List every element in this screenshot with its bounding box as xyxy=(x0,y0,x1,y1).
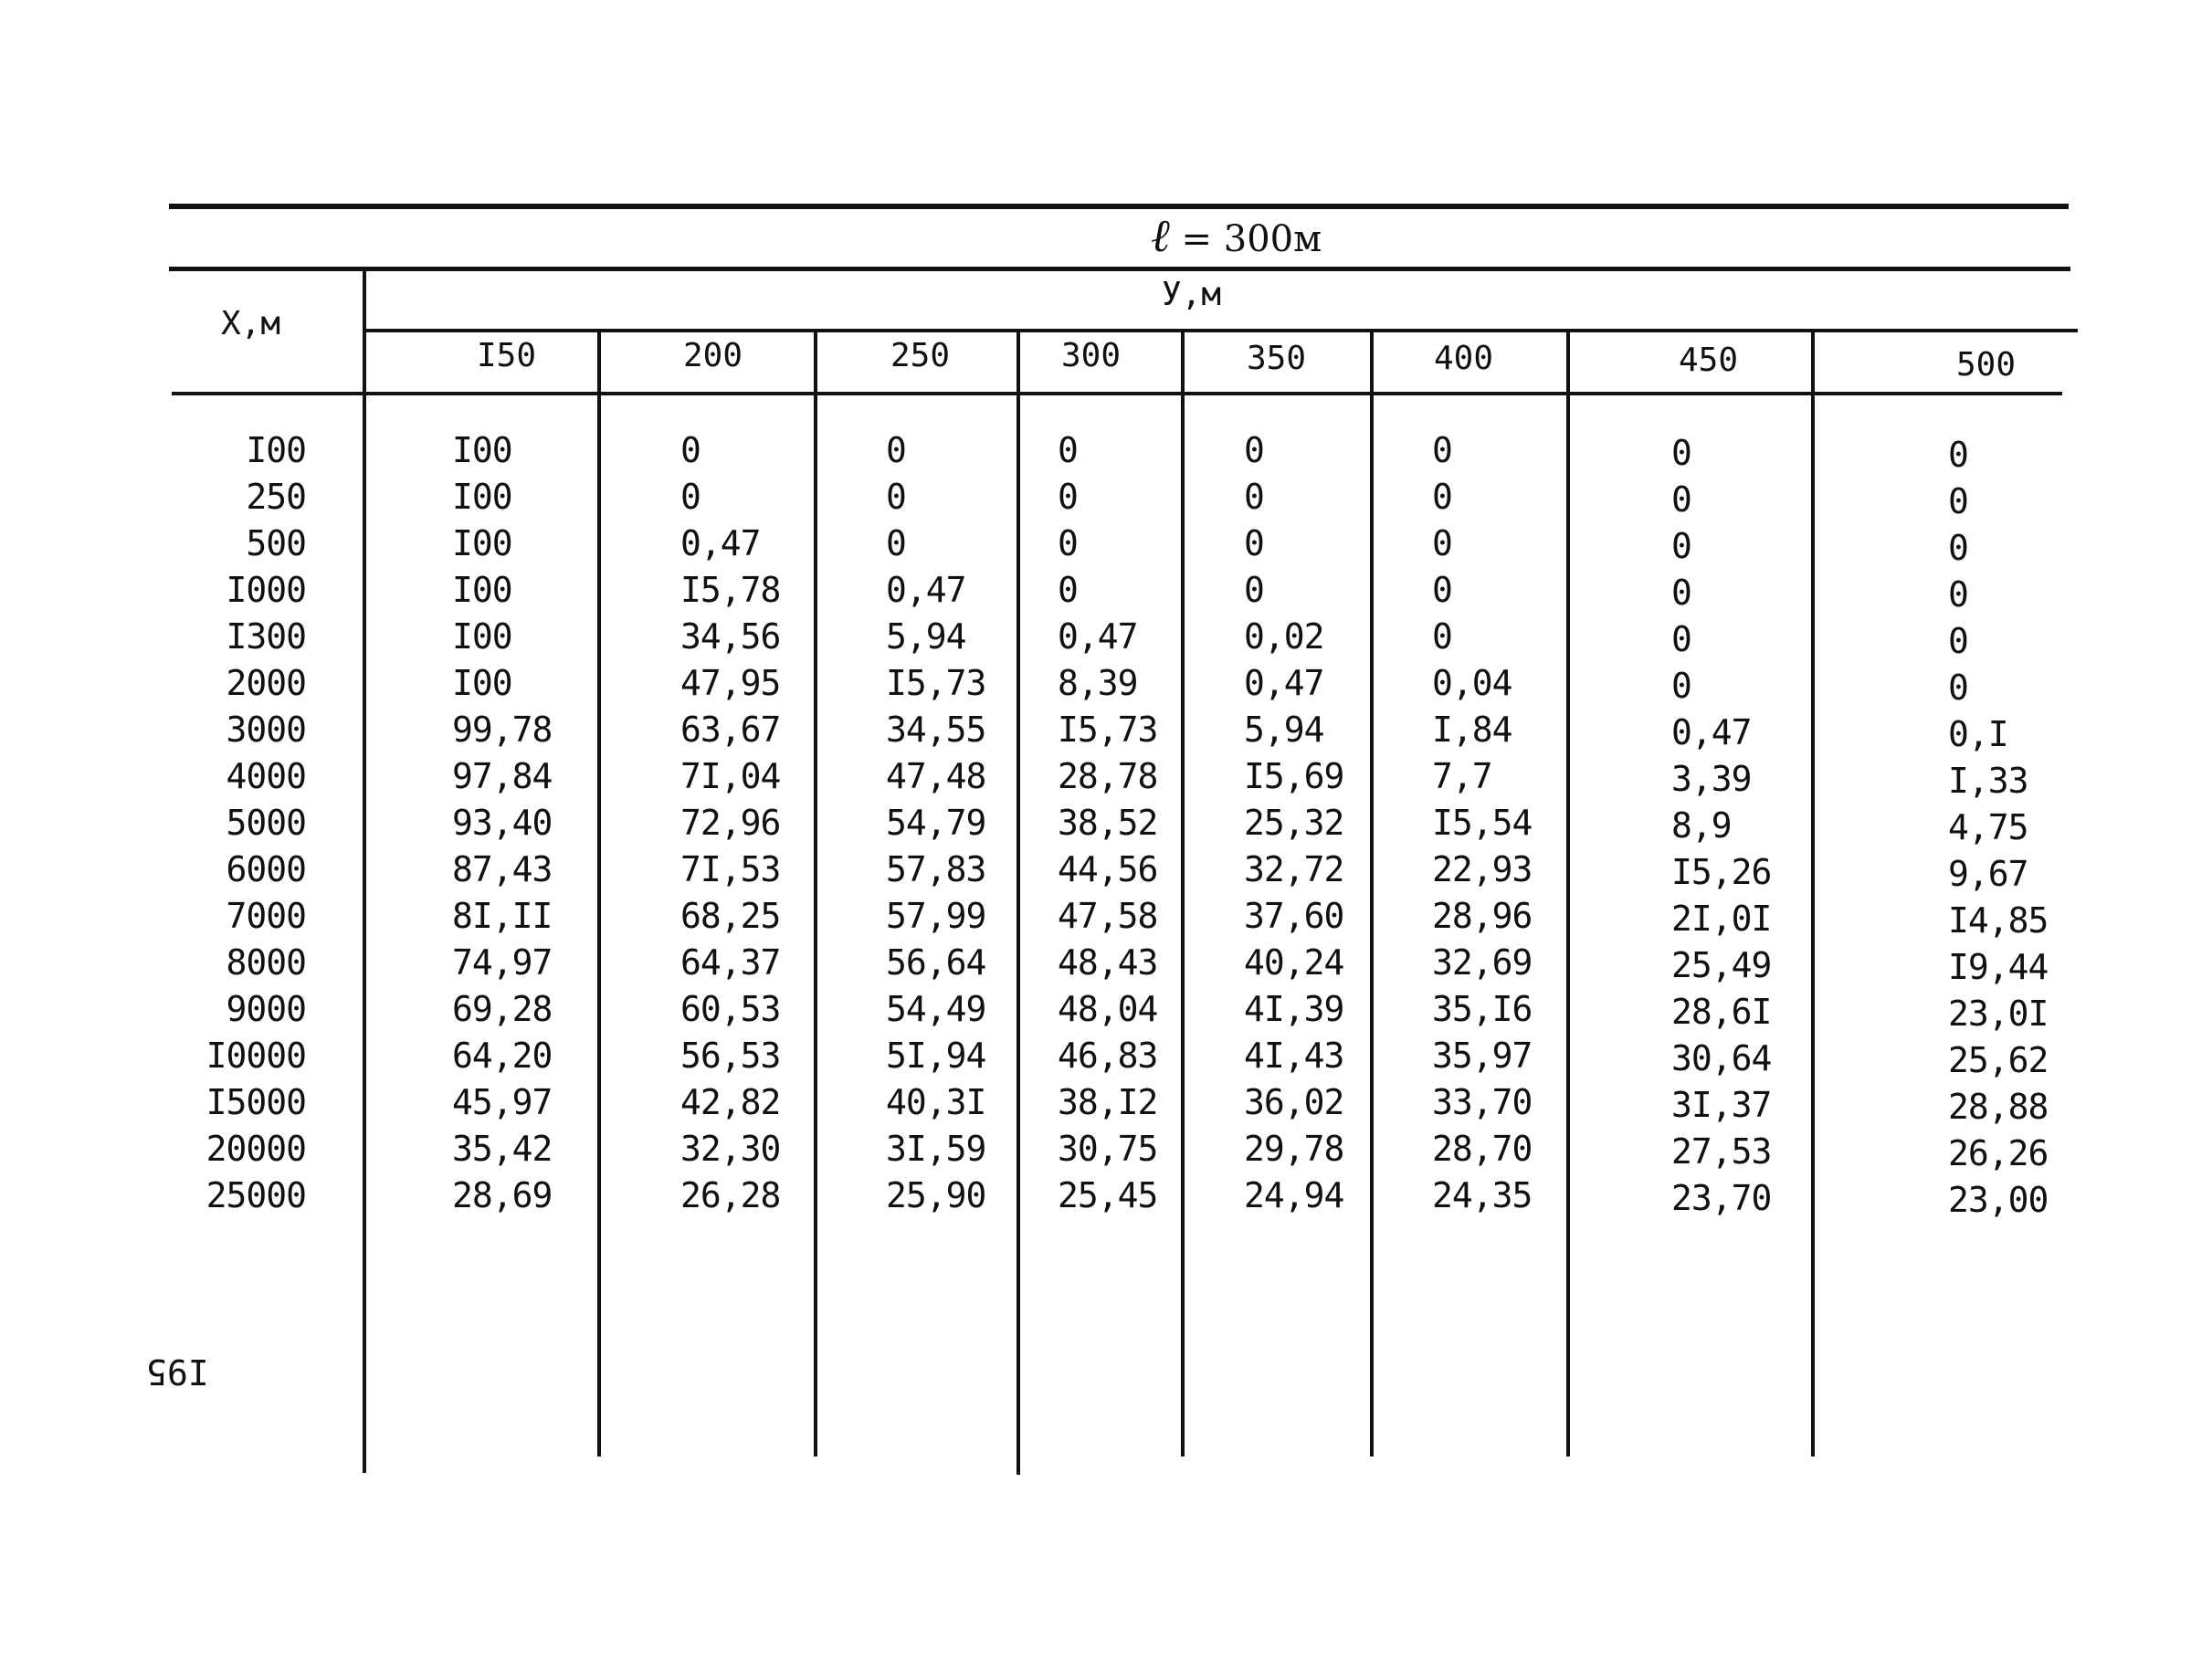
table-cell: 0 xyxy=(1058,477,1078,517)
table-cell: 25,62 xyxy=(1948,1040,2049,1080)
x-axis-header: X,м xyxy=(221,305,281,342)
table-cell: I00 xyxy=(452,523,512,563)
table-cell: 0 xyxy=(680,477,700,517)
table-cell: 0 xyxy=(1948,621,1968,661)
table-cell: 29,78 xyxy=(1244,1129,1344,1169)
table-cell: 34,55 xyxy=(886,710,986,750)
table-cell: 0 xyxy=(1948,668,1968,708)
table-cell: 8I,II xyxy=(452,896,553,936)
table-cell: 0,47 xyxy=(1244,663,1324,703)
table-cell: 99,78 xyxy=(452,710,553,750)
column-divider-200 xyxy=(814,331,817,1456)
table-cell: 0 xyxy=(886,477,906,517)
table-cell: 4I,39 xyxy=(1244,989,1344,1029)
column-divider-400 xyxy=(1566,331,1570,1456)
table-cell: 0 xyxy=(1432,616,1452,657)
table-cell: 69,28 xyxy=(452,989,553,1029)
table-cell: 0 xyxy=(1244,430,1264,470)
column-header: 450 xyxy=(1679,342,1739,379)
row-x-value: 25000 xyxy=(205,1175,306,1215)
table-cell: 5,94 xyxy=(1244,710,1324,750)
table-cell: 0 xyxy=(1671,666,1691,706)
table-cell: 97,84 xyxy=(452,756,553,796)
table-cell: 0 xyxy=(1671,619,1691,659)
table-cell: I00 xyxy=(452,430,512,470)
table-cell: 23,0I xyxy=(1948,994,2049,1034)
table-cell: 0 xyxy=(1948,574,1968,615)
column-divider-450 xyxy=(1811,331,1815,1456)
table-cell: 32,30 xyxy=(680,1129,781,1169)
y-axis-header: У,м xyxy=(1162,276,1222,313)
table-cell: 3,39 xyxy=(1671,759,1752,799)
table-cell: 28,6I xyxy=(1671,992,1772,1032)
table-cell: 7I,53 xyxy=(680,849,781,889)
table-cell: 0 xyxy=(1671,479,1691,520)
table-cell: 64,37 xyxy=(680,942,781,983)
table-cell: 54,49 xyxy=(886,989,986,1029)
table-cell: 44,56 xyxy=(1058,849,1158,889)
table-cell: 72,96 xyxy=(680,803,781,843)
table-cell: 25,45 xyxy=(1058,1175,1158,1215)
row-x-value: 4000 xyxy=(226,756,306,796)
table-cell: I5,54 xyxy=(1432,803,1533,843)
table-cell: 30,75 xyxy=(1058,1129,1158,1169)
table-cell: 0 xyxy=(886,523,906,563)
column-header-rule xyxy=(172,392,2062,395)
table-cell: 0 xyxy=(1432,477,1452,517)
table-cell: 5I,94 xyxy=(886,1036,986,1076)
table-cell: 28,78 xyxy=(1058,756,1158,796)
table-cell: 0,I xyxy=(1948,714,2008,754)
title-rule xyxy=(169,267,2070,271)
table-cell: 0 xyxy=(1244,570,1264,610)
table-cell: I00 xyxy=(452,570,512,610)
table-cell: I00 xyxy=(452,477,512,517)
table-cell: 32,69 xyxy=(1432,942,1533,983)
row-x-value: 2000 xyxy=(226,663,306,703)
table-cell: 56,53 xyxy=(680,1036,781,1076)
table-cell: 0 xyxy=(1058,523,1078,563)
table-cell: 56,64 xyxy=(886,942,986,983)
table-cell: 26,26 xyxy=(1948,1133,2049,1173)
table-cell: 26,28 xyxy=(680,1175,781,1215)
table-cell: 8,9 xyxy=(1671,805,1732,846)
row-x-value: 3000 xyxy=(226,710,306,750)
column-header: I50 xyxy=(477,337,537,374)
table-cell: 34,56 xyxy=(680,616,781,657)
page-number: I95 xyxy=(146,1351,209,1392)
row-x-value: 8000 xyxy=(226,942,306,983)
table-cell: 0 xyxy=(1432,570,1452,610)
row-x-value: 5000 xyxy=(226,803,306,843)
row-x-value: 250 xyxy=(246,477,306,517)
column-divider-300 xyxy=(1181,331,1185,1456)
table-cell: I9,44 xyxy=(1948,947,2049,987)
row-x-value: I000 xyxy=(226,570,306,610)
table-cell: 87,43 xyxy=(452,849,553,889)
table-cell: 28,69 xyxy=(452,1175,553,1215)
table-cell: 4I,43 xyxy=(1244,1036,1344,1076)
table-cell: 0 xyxy=(1244,477,1264,517)
table-cell: 0 xyxy=(680,430,700,470)
table-cell: 64,20 xyxy=(452,1036,553,1076)
table-cell: 32,72 xyxy=(1244,849,1344,889)
table-cell: 28,70 xyxy=(1432,1129,1533,1169)
table-cell: 23,00 xyxy=(1948,1180,2049,1220)
table-cell: 0 xyxy=(1948,481,1968,521)
row-x-value: I0000 xyxy=(205,1036,306,1076)
row-x-value: 6000 xyxy=(226,849,306,889)
y-header-rule xyxy=(363,329,2078,332)
table-cell: 0 xyxy=(886,430,906,470)
table-cell: 57,83 xyxy=(886,849,986,889)
table-cell: I00 xyxy=(452,616,512,657)
table-cell: 23,70 xyxy=(1671,1178,1772,1218)
table-cell: 0 xyxy=(1671,573,1691,613)
table-cell: 40,3I xyxy=(886,1082,986,1122)
table-cell: 36,02 xyxy=(1244,1082,1344,1122)
table-cell: I,84 xyxy=(1432,710,1512,750)
row-x-value: I00 xyxy=(246,430,306,470)
table-cell: I00 xyxy=(452,663,512,703)
table-cell: 40,24 xyxy=(1244,942,1344,983)
table-cell: 0 xyxy=(1432,430,1452,470)
title-value: = 300м xyxy=(1169,218,1322,260)
table-cell: I5,69 xyxy=(1244,756,1344,796)
table-cell: 54,79 xyxy=(886,803,986,843)
table-cell: 38,I2 xyxy=(1058,1082,1158,1122)
row-x-value: 500 xyxy=(246,523,306,563)
table-cell: 0 xyxy=(1671,433,1691,473)
table-cell: I5,73 xyxy=(886,663,986,703)
table-cell: 33,70 xyxy=(1432,1082,1533,1122)
table-cell: 47,58 xyxy=(1058,896,1158,936)
table-cell: 25,49 xyxy=(1671,945,1772,985)
table-cell: 25,32 xyxy=(1244,803,1344,843)
table-cell: 48,04 xyxy=(1058,989,1158,1029)
table-cell: 0,47 xyxy=(1671,712,1752,752)
column-header: 300 xyxy=(1061,337,1122,374)
table-cell: 0 xyxy=(1948,528,1968,568)
row-x-value: I5000 xyxy=(205,1082,306,1122)
table-cell: 3I,59 xyxy=(886,1129,986,1169)
table-cell: 0 xyxy=(1058,430,1078,470)
table-cell: 0 xyxy=(1432,523,1452,563)
table-cell: 22,93 xyxy=(1432,849,1533,889)
table-cell: 24,35 xyxy=(1432,1175,1533,1215)
table-cell: 9,67 xyxy=(1948,854,2028,894)
table-cell: 63,67 xyxy=(680,710,781,750)
table-cell: 68,25 xyxy=(680,896,781,936)
table-cell: 0 xyxy=(1244,523,1264,563)
column-header: 350 xyxy=(1247,340,1307,377)
table-cell: 48,43 xyxy=(1058,942,1158,983)
table-cell: I5,78 xyxy=(680,570,781,610)
table-cell: 0,02 xyxy=(1244,616,1324,657)
table-cell: 37,60 xyxy=(1244,896,1344,936)
column-header: 200 xyxy=(683,337,743,374)
table-cell: 0,47 xyxy=(886,570,966,610)
table-cell: 60,53 xyxy=(680,989,781,1029)
table-cell: 7,7 xyxy=(1432,756,1492,796)
table-cell: 0,47 xyxy=(1058,616,1138,657)
table-cell: I,33 xyxy=(1948,761,2028,801)
top-rule xyxy=(169,204,2069,209)
table-cell: 38,52 xyxy=(1058,803,1158,843)
table-cell: 0 xyxy=(1948,435,1968,475)
table-cell: 8,39 xyxy=(1058,663,1138,703)
table-cell: 47,95 xyxy=(680,663,781,703)
table-cell: 2I,0I xyxy=(1671,899,1772,939)
table-cell: 74,97 xyxy=(452,942,553,983)
table-cell: 28,96 xyxy=(1432,896,1533,936)
table-cell: 47,48 xyxy=(886,756,986,796)
column-header: 500 xyxy=(1956,346,2017,384)
table-cell: 35,42 xyxy=(452,1129,553,1169)
table-cell: 0,04 xyxy=(1432,663,1512,703)
table-title xyxy=(1151,208,1322,267)
table-cell: 5,94 xyxy=(886,616,966,657)
row-x-value: I300 xyxy=(226,616,306,657)
table-cell: 30,64 xyxy=(1671,1038,1772,1078)
column-divider-350 xyxy=(1370,331,1374,1456)
column-header: 250 xyxy=(890,337,951,374)
table-cell: 7I,04 xyxy=(680,756,781,796)
table-cell: I4,85 xyxy=(1948,900,2049,941)
table-cell: 25,90 xyxy=(886,1175,986,1215)
ell-symbol: ℓ xyxy=(1151,209,1170,262)
table-cell: 45,97 xyxy=(452,1082,553,1122)
table-cell: 0 xyxy=(1058,570,1078,610)
table-cell: I5,73 xyxy=(1058,710,1158,750)
row-x-value: 7000 xyxy=(226,896,306,936)
table-cell: 93,40 xyxy=(452,803,553,843)
table-cell: 42,82 xyxy=(680,1082,781,1122)
row-x-value: 9000 xyxy=(226,989,306,1029)
table-cell: 0 xyxy=(1671,526,1691,566)
table-cell: 46,83 xyxy=(1058,1036,1158,1076)
table-cell: 27,53 xyxy=(1671,1131,1772,1172)
table-cell: 28,88 xyxy=(1948,1087,2049,1127)
table-cell: 57,99 xyxy=(886,896,986,936)
column-header: 400 xyxy=(1434,340,1494,377)
row-x-value: 20000 xyxy=(205,1129,306,1169)
table-cell: 24,94 xyxy=(1244,1175,1344,1215)
column-divider-150 xyxy=(597,331,601,1456)
table-cell: 3I,37 xyxy=(1671,1085,1772,1125)
table-cell: 35,97 xyxy=(1432,1036,1533,1076)
table-cell: 35,I6 xyxy=(1432,989,1533,1029)
column-divider-250 xyxy=(1016,331,1020,1475)
column-divider-x xyxy=(363,269,366,1473)
table-cell: 4,75 xyxy=(1948,807,2028,847)
table-cell: 0,47 xyxy=(680,523,761,563)
table-cell: I5,26 xyxy=(1671,852,1772,892)
